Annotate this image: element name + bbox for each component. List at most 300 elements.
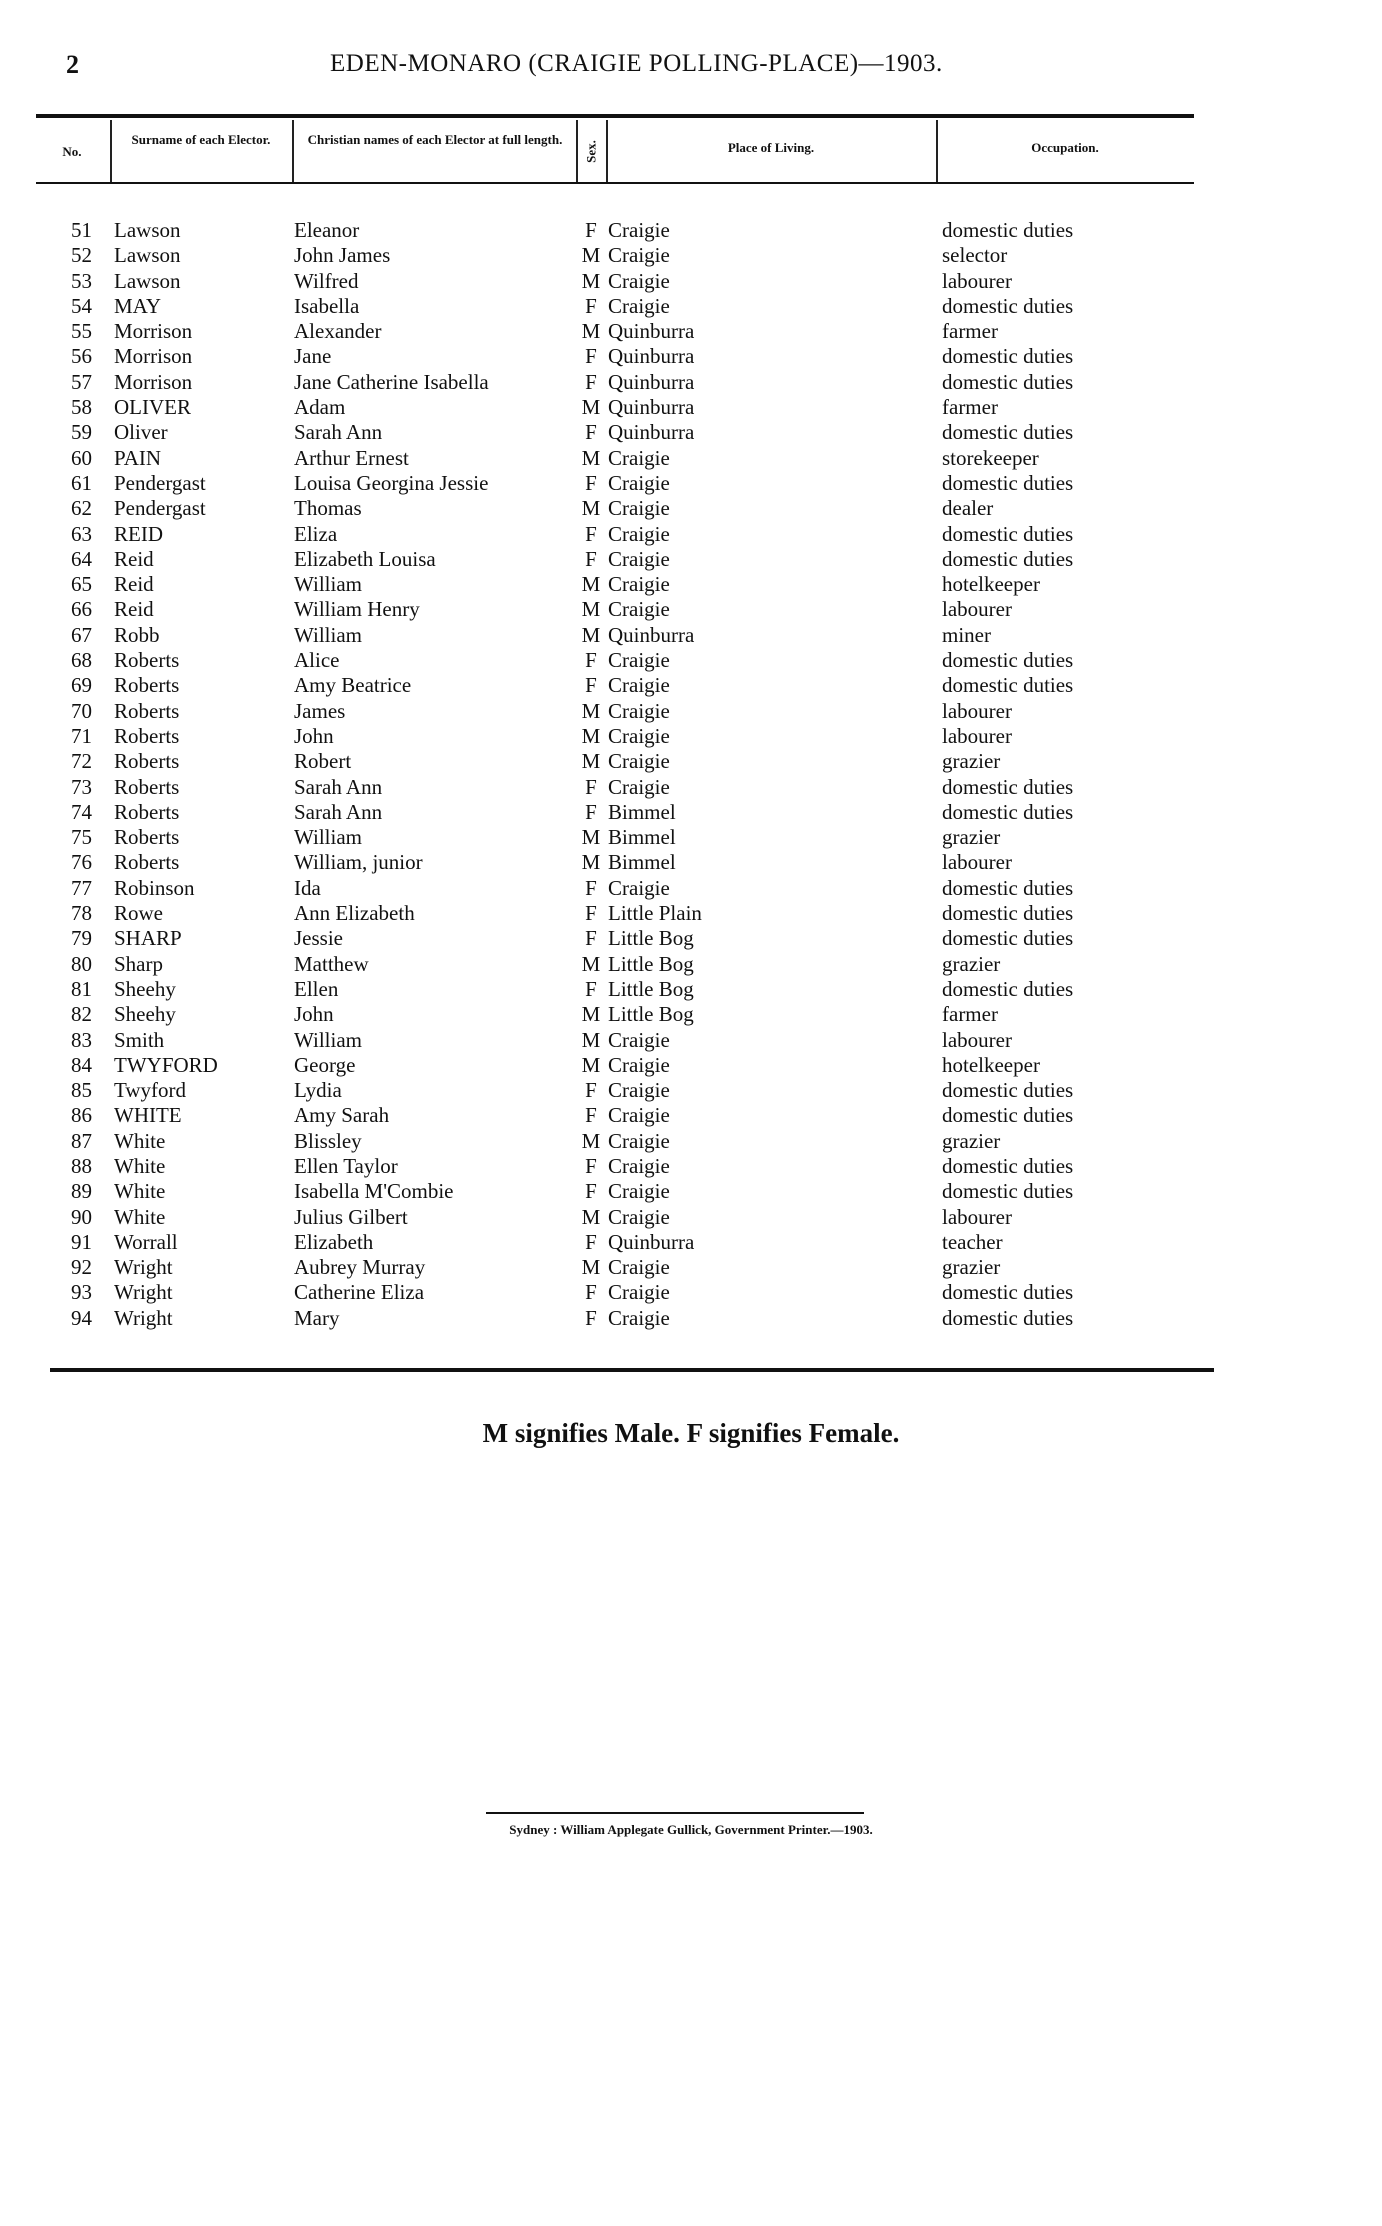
header-col-sep-2	[292, 120, 294, 184]
elector-number: 89	[71, 1179, 92, 1204]
elector-sex: F	[585, 1229, 597, 1254]
elector-place: Craigie	[608, 572, 670, 597]
elector-row	[0, 572, 1382, 597]
elector-number: 77	[71, 875, 92, 900]
elector-place: Craigie	[608, 1280, 670, 1305]
elector-surname: Lawson	[114, 243, 181, 268]
elector-place: Craigie	[608, 1052, 670, 1077]
elector-number: 53	[71, 268, 92, 293]
elector-place: Quinburra	[608, 622, 695, 647]
elector-place: Craigie	[608, 1305, 670, 1330]
elector-place: Craigie	[608, 546, 670, 571]
elector-christian-names: Amy Sarah	[294, 1103, 390, 1128]
elector-christian-names: Sarah Ann	[294, 799, 383, 824]
elector-place: Little Bog	[608, 951, 694, 976]
elector-place: Craigie	[608, 1204, 670, 1229]
elector-row	[0, 370, 1382, 395]
elector-christian-names: Elizabeth	[294, 1229, 374, 1254]
elector-surname: Roberts	[114, 673, 180, 698]
elector-row	[0, 800, 1382, 825]
elector-place: Craigie	[608, 1027, 670, 1052]
elector-surname: REID	[114, 521, 163, 546]
elector-occupation: grazier	[942, 749, 1001, 774]
elector-christian-names: George	[294, 1052, 356, 1077]
elector-sex: F	[585, 1078, 597, 1103]
elector-occupation: domestic duties	[942, 1280, 1074, 1305]
elector-number: 64	[71, 546, 92, 571]
elector-number: 67	[71, 622, 92, 647]
elector-number: 88	[71, 1153, 92, 1178]
elector-occupation: labourer	[942, 268, 1012, 293]
elector-number: 87	[71, 1128, 92, 1153]
elector-place: Craigie	[608, 673, 670, 698]
elector-place: Craigie	[608, 1128, 670, 1153]
elector-occupation: domestic duties	[942, 420, 1074, 445]
elector-place: Craigie	[608, 597, 670, 622]
elector-sex: M	[581, 395, 601, 420]
elector-place: Craigie	[608, 445, 670, 470]
elector-sex: M	[581, 1002, 601, 1027]
elector-sex: F	[585, 875, 597, 900]
elector-christian-names: Jessie	[294, 926, 343, 951]
elector-number: 82	[71, 1002, 92, 1027]
header-place: Place of Living.	[727, 140, 815, 155]
elector-number: 70	[71, 698, 92, 723]
elector-sex: M	[581, 1128, 601, 1153]
elector-place: Bimmel	[608, 850, 676, 875]
elector-surname: Robinson	[114, 875, 195, 900]
elector-number: 94	[71, 1305, 92, 1330]
elector-place: Little Bog	[608, 976, 694, 1001]
elector-row	[0, 699, 1382, 724]
elector-sex: F	[585, 344, 597, 369]
elector-surname: Roberts	[114, 799, 180, 824]
elector-place: Craigie	[608, 470, 670, 495]
elector-surname: Morrison	[114, 369, 193, 394]
elector-christian-names: Ellen	[294, 976, 339, 1001]
elector-surname: Pendergast	[114, 470, 206, 495]
elector-occupation: domestic duties	[942, 344, 1074, 369]
elector-number: 85	[71, 1078, 92, 1103]
elector-surname: Pendergast	[114, 496, 206, 521]
elector-occupation: labourer	[942, 1204, 1012, 1229]
elector-sex: M	[581, 572, 601, 597]
elector-christian-names: Elizabeth Louisa	[294, 546, 436, 571]
elector-place: Craigie	[608, 1103, 670, 1128]
elector-row	[0, 926, 1382, 951]
elector-number: 71	[71, 723, 92, 748]
elector-christian-names: William	[294, 825, 362, 850]
elector-surname: Twyford	[114, 1078, 187, 1103]
elector-place: Quinburra	[608, 395, 695, 420]
elector-christian-names: Isabella M'Combie	[294, 1179, 454, 1204]
elector-christian-names: Arthur Ernest	[294, 445, 409, 470]
elector-sex: M	[581, 319, 601, 344]
elector-number: 73	[71, 774, 92, 799]
elector-occupation: miner	[942, 622, 991, 647]
elector-surname: Roberts	[114, 648, 180, 673]
elector-row	[0, 1129, 1382, 1154]
header-sex: Sex.	[583, 140, 599, 163]
elector-christian-names: John	[294, 1002, 334, 1027]
elector-row	[0, 1053, 1382, 1078]
elector-occupation: domestic duties	[942, 546, 1074, 571]
elector-occupation: labourer	[942, 698, 1012, 723]
elector-row	[0, 1255, 1382, 1280]
elector-occupation: domestic duties	[942, 1179, 1074, 1204]
elector-christian-names: Ann Elizabeth	[294, 901, 415, 926]
elector-number: 93	[71, 1280, 92, 1305]
elector-occupation: grazier	[942, 825, 1001, 850]
elector-row	[0, 724, 1382, 749]
elector-number: 54	[71, 293, 92, 318]
elector-occupation: domestic duties	[942, 901, 1074, 926]
elector-row	[0, 420, 1382, 445]
elector-surname: White	[114, 1128, 166, 1153]
elector-row	[0, 1078, 1382, 1103]
elector-occupation: domestic duties	[942, 369, 1074, 394]
elector-surname: Roberts	[114, 850, 180, 875]
elector-sex: M	[581, 622, 601, 647]
elector-surname: Wright	[114, 1255, 173, 1280]
elector-row	[0, 218, 1382, 243]
elector-row	[0, 1230, 1382, 1255]
elector-christian-names: Blissley	[294, 1128, 362, 1153]
elector-number: 51	[71, 218, 92, 242]
header-top-rule	[36, 114, 1194, 118]
elector-sex: M	[581, 268, 601, 293]
elector-christian-names: John	[294, 723, 334, 748]
elector-christian-names: Amy Beatrice	[294, 673, 412, 698]
elector-christian-names: William	[294, 1027, 362, 1052]
elector-place: Little Bog	[608, 926, 694, 951]
elector-surname: Reid	[114, 572, 154, 597]
elector-occupation: grazier	[942, 951, 1001, 976]
elector-sex: F	[585, 1103, 597, 1128]
elector-number: 56	[71, 344, 92, 369]
elector-place: Craigie	[608, 496, 670, 521]
elector-surname: MAY	[114, 293, 162, 318]
elector-place: Craigie	[608, 293, 670, 318]
elector-row	[0, 901, 1382, 926]
elector-sex: M	[581, 723, 601, 748]
elector-row	[0, 471, 1382, 496]
elector-surname: OLIVER	[114, 395, 191, 420]
elector-place: Quinburra	[608, 369, 695, 394]
elector-occupation: grazier	[942, 1255, 1001, 1280]
elector-occupation: domestic duties	[942, 976, 1074, 1001]
elector-row	[0, 547, 1382, 572]
elector-occupation: farmer	[942, 395, 998, 420]
elector-christian-names: Matthew	[294, 951, 369, 976]
header-col-sep-3	[576, 120, 578, 184]
elector-sex: F	[585, 369, 597, 394]
elector-number: 76	[71, 850, 92, 875]
elector-sex: M	[581, 243, 601, 268]
footer-rule	[486, 1812, 864, 1814]
header-christian: Christian names of each Elector at full length.	[307, 132, 563, 147]
elector-surname: Roberts	[114, 698, 180, 723]
elector-sex: F	[585, 1305, 597, 1330]
elector-sex: F	[585, 926, 597, 951]
elector-sex: M	[581, 1204, 601, 1229]
elector-occupation: hotelkeeper	[942, 1052, 1040, 1077]
elector-row	[0, 673, 1382, 698]
elector-place: Craigie	[608, 774, 670, 799]
elector-surname: Roberts	[114, 749, 180, 774]
elector-sex: F	[585, 546, 597, 571]
elector-christian-names: Ida	[294, 875, 321, 900]
elector-place: Craigie	[608, 648, 670, 673]
header-col-sep-1	[110, 120, 112, 184]
elector-christian-names: Lydia	[294, 1078, 342, 1103]
elector-row	[0, 243, 1382, 268]
elector-surname: Morrison	[114, 344, 193, 369]
elector-occupation: domestic duties	[942, 1305, 1074, 1330]
elector-occupation: domestic duties	[942, 1103, 1074, 1128]
elector-surname: Roberts	[114, 825, 180, 850]
elector-surname: Robb	[114, 622, 160, 647]
elector-occupation: domestic duties	[942, 521, 1074, 546]
elector-row	[0, 496, 1382, 521]
elector-christian-names: Adam	[294, 395, 346, 420]
elector-sex: F	[585, 673, 597, 698]
elector-sex: M	[581, 825, 601, 850]
elector-sex: M	[581, 597, 601, 622]
elector-number: 61	[71, 470, 92, 495]
elector-surname: SHARP	[114, 926, 182, 951]
elector-surname: Morrison	[114, 319, 193, 344]
elector-surname: White	[114, 1179, 166, 1204]
elector-place: Craigie	[608, 243, 670, 268]
elector-occupation: domestic duties	[942, 218, 1074, 242]
elector-place: Craigie	[608, 723, 670, 748]
elector-occupation: labourer	[942, 1027, 1012, 1052]
elector-occupation: domestic duties	[942, 648, 1074, 673]
elector-christian-names: Eliza	[294, 521, 338, 546]
elector-number: 65	[71, 572, 92, 597]
elector-surname: Roberts	[114, 774, 180, 799]
elector-christian-names: James	[294, 698, 346, 723]
elector-row	[0, 876, 1382, 901]
elector-number: 55	[71, 319, 92, 344]
elector-number: 69	[71, 673, 92, 698]
elector-row	[0, 850, 1382, 875]
elector-surname: White	[114, 1204, 166, 1229]
elector-sex: F	[585, 1153, 597, 1178]
elector-christian-names: Aubrey Murray	[294, 1255, 426, 1280]
elector-place: Craigie	[608, 1255, 670, 1280]
elector-occupation: domestic duties	[942, 799, 1074, 824]
elector-christian-names: Julius Gilbert	[294, 1204, 408, 1229]
elector-sex: M	[581, 1027, 601, 1052]
elector-surname: Lawson	[114, 268, 181, 293]
elector-sex: F	[585, 648, 597, 673]
elector-place: Bimmel	[608, 799, 676, 824]
elector-christian-names: Mary	[294, 1305, 340, 1330]
elector-sex: F	[585, 976, 597, 1001]
elector-sex: F	[585, 470, 597, 495]
elector-place: Quinburra	[608, 319, 695, 344]
elector-surname: Roberts	[114, 723, 180, 748]
elector-christian-names: Eleanor	[294, 218, 360, 242]
elector-row	[0, 522, 1382, 547]
elector-sex: F	[585, 774, 597, 799]
electors-list	[0, 218, 1382, 1331]
elector-number: 83	[71, 1027, 92, 1052]
elector-number: 72	[71, 749, 92, 774]
elector-number: 57	[71, 369, 92, 394]
elector-place: Craigie	[608, 1078, 670, 1103]
elector-occupation: domestic duties	[942, 875, 1074, 900]
elector-surname: PAIN	[114, 445, 162, 470]
elector-place: Craigie	[608, 1179, 670, 1204]
elector-sex: M	[581, 445, 601, 470]
elector-surname: Smith	[114, 1027, 165, 1052]
elector-surname: Reid	[114, 546, 154, 571]
header-occupation: Occupation.	[1031, 140, 1099, 155]
elector-row	[0, 269, 1382, 294]
elector-occupation: domestic duties	[942, 1078, 1074, 1103]
elector-occupation: storekeeper	[942, 445, 1039, 470]
elector-row	[0, 1154, 1382, 1179]
elector-sex: F	[585, 218, 597, 242]
elector-christian-names: William	[294, 622, 362, 647]
elector-christian-names: Louisa Georgina Jessie	[294, 470, 489, 495]
elector-number: 59	[71, 420, 92, 445]
elector-occupation: domestic duties	[942, 774, 1074, 799]
elector-number: 58	[71, 395, 92, 420]
elector-row	[0, 648, 1382, 673]
elector-sex: F	[585, 901, 597, 926]
elector-christian-names: Sarah Ann	[294, 420, 383, 445]
elector-surname: Wright	[114, 1305, 173, 1330]
elector-row	[0, 294, 1382, 319]
elector-surname: Sheehy	[114, 1002, 176, 1027]
elector-christian-names: Ellen Taylor	[294, 1153, 398, 1178]
elector-sex: M	[581, 951, 601, 976]
elector-christian-names: William, junior	[294, 850, 423, 875]
elector-place: Craigie	[608, 749, 670, 774]
elector-sex: F	[585, 521, 597, 546]
elector-occupation: domestic duties	[942, 1153, 1074, 1178]
elector-sex: M	[581, 1255, 601, 1280]
elector-row	[0, 1002, 1382, 1027]
elector-number: 75	[71, 825, 92, 850]
header-no: No.	[62, 144, 82, 159]
elector-christian-names: William	[294, 572, 362, 597]
elector-place: Little Plain	[608, 901, 702, 926]
elector-surname: WHITE	[114, 1103, 182, 1128]
elector-occupation: labourer	[942, 850, 1012, 875]
elector-christian-names: Robert	[294, 749, 352, 774]
printer-imprint: Sydney : William Applegate Gullick, Government Printer.—1903.	[509, 1822, 873, 1837]
elector-surname: Oliver	[114, 420, 168, 445]
elector-surname: Sheehy	[114, 976, 176, 1001]
header-col-sep-5	[936, 120, 938, 184]
elector-number: 62	[71, 496, 92, 521]
elector-sex: M	[581, 698, 601, 723]
elector-row	[0, 1280, 1382, 1305]
elector-row	[0, 977, 1382, 1002]
elector-occupation: grazier	[942, 1128, 1001, 1153]
elector-christian-names: Isabella	[294, 293, 360, 318]
elector-row	[0, 319, 1382, 344]
elector-row	[0, 749, 1382, 774]
elector-christian-names: Alexander	[294, 319, 382, 344]
elector-row	[0, 1205, 1382, 1230]
elector-occupation: domestic duties	[942, 673, 1074, 698]
elector-occupation: domestic duties	[942, 470, 1074, 495]
elector-place: Craigie	[608, 698, 670, 723]
elector-row	[0, 775, 1382, 800]
elector-number: 78	[71, 901, 92, 926]
elector-place: Quinburra	[608, 1229, 695, 1254]
elector-occupation: domestic duties	[942, 293, 1074, 318]
elector-surname: Sharp	[114, 951, 163, 976]
header-surname: Surname of each Elector.	[131, 132, 271, 147]
header-bottom-rule	[36, 182, 1194, 184]
elector-number: 79	[71, 926, 92, 951]
elector-christian-names: Thomas	[294, 496, 362, 521]
elector-number: 80	[71, 951, 92, 976]
elector-row	[0, 1306, 1382, 1331]
elector-row	[0, 597, 1382, 622]
elector-occupation: labourer	[942, 723, 1012, 748]
elector-christian-names: John James	[294, 243, 391, 268]
elector-place: Bimmel	[608, 825, 676, 850]
elector-christian-names: William Henry	[294, 597, 420, 622]
elector-number: 86	[71, 1103, 92, 1128]
elector-number: 66	[71, 597, 92, 622]
elector-surname: Lawson	[114, 218, 181, 242]
elector-number: 91	[71, 1229, 92, 1254]
elector-number: 63	[71, 521, 92, 546]
elector-surname: Wright	[114, 1280, 173, 1305]
elector-occupation: hotelkeeper	[942, 572, 1040, 597]
elector-number: 60	[71, 445, 92, 470]
elector-place: Craigie	[608, 521, 670, 546]
table-bottom-rule	[50, 1368, 1214, 1372]
elector-row	[0, 1179, 1382, 1204]
elector-sex: F	[585, 1179, 597, 1204]
elector-sex: M	[581, 749, 601, 774]
elector-row	[0, 344, 1382, 369]
elector-row	[0, 395, 1382, 420]
elector-surname: White	[114, 1153, 166, 1178]
elector-place: Craigie	[608, 268, 670, 293]
elector-number: 90	[71, 1204, 92, 1229]
elector-occupation: domestic duties	[942, 926, 1074, 951]
elector-sex: M	[581, 850, 601, 875]
elector-place: Craigie	[608, 218, 670, 242]
elector-row	[0, 446, 1382, 471]
header-col-sep-4	[606, 120, 608, 184]
elector-number: 81	[71, 976, 92, 1001]
elector-row	[0, 1103, 1382, 1128]
elector-christian-names: Catherine Eliza	[294, 1280, 425, 1305]
elector-occupation: labourer	[942, 597, 1012, 622]
elector-number: 84	[71, 1052, 92, 1077]
elector-place: Little Bog	[608, 1002, 694, 1027]
elector-row	[0, 1028, 1382, 1053]
elector-christian-names: Jane	[294, 344, 332, 369]
elector-christian-names: Wilfred	[294, 268, 359, 293]
elector-place: Craigie	[608, 875, 670, 900]
page-number: 2	[66, 50, 79, 79]
elector-occupation: farmer	[942, 319, 998, 344]
elector-sex: F	[585, 293, 597, 318]
